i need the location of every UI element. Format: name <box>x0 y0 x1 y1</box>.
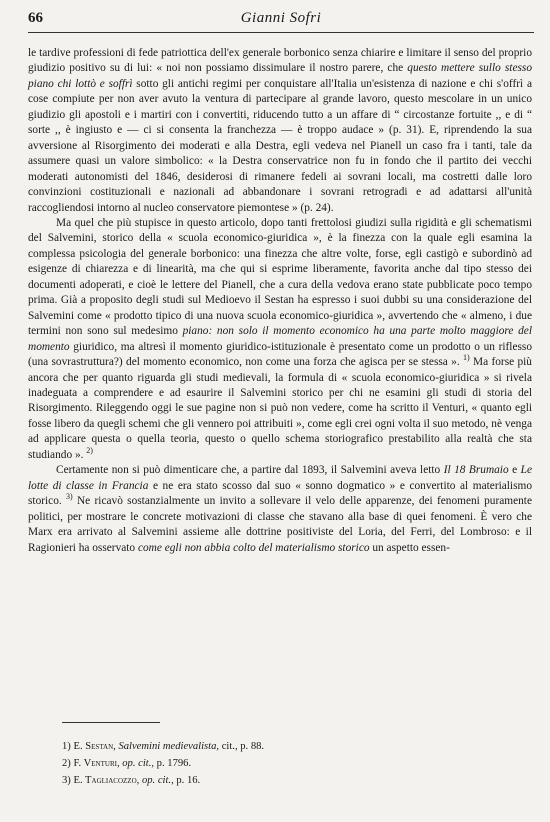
footnote-ref: 1) <box>463 353 470 363</box>
page-header <box>28 8 534 32</box>
footnote-title: op. cit., <box>122 758 155 769</box>
footnote-number: 2) <box>62 758 74 769</box>
text-run: e <box>508 464 521 477</box>
text-run: Certamente non si può dimenticare che, a partire dal 1893, il Salvemini aveva letto <box>56 464 444 477</box>
footnote-page: p. 1796. <box>154 758 192 769</box>
text-run: Ma forse più ancora che per quanto riguarda gli studi medievali, la formula di « scuola economico-giuridica » si rivela inadeguata a comprendere e ad esaurire il Salvemini storico per chi ne esamini gli studi di storia del Risorgimento. Rileggendo oggi le sue pagine non si può non vedere, come ha scritto il Venturi, « quanto egli fosse libero da quegli schemi che gli vennero poi attribuiti », come egli crei ogni volta il suo metodo, nè venga ad applicare questa o quella teoria, questo o quello schema storiografico prestabilito alla realtà che sta studiando ». <box>28 356 532 461</box>
page-number: 66 <box>28 10 43 26</box>
italic-text: piano: non solo il momento economico ha una parte molto maggiore del momento <box>28 325 532 353</box>
text-run: le tardive professioni di fede patriottica dell'ex generale borbonico senza chiarire e limitare il senso del proprio giudizio positivo su di lui: « noi non possiamo dissimulare il nostro parere, che <box>28 47 532 75</box>
footnote-number: 3) <box>62 775 74 786</box>
text-run: Ma quel che più stupisce in questo articolo, dopo tanti frettolosi giudizi sulla rigidità e gli schematismi del Salvemini, storico della « scuola economico-giuridica », è la finezza con la quale egli esamina la complessa psicologia del generale borbonico: una finezza che altre volte, forse, egli castigò e subordinò ad esigenze di chiarezza e di linearità, ma che qui si esprime liberamente, favorita anche dal tipo stesso dei documenti adoperati, e cioè le lettere del Pianell, che a cura della vedova erano state pubblicate poco tempo prima. Già a proposito degli studi sul Medioevo il Sestan ha espresso i suoi dubbi su una considerazione del Salvemini come « prodotto tipico di una nuova scuola economico-giuridica », avvertendo che « almeno, i due termini non sono sul medesimo <box>28 216 532 338</box>
footnote-rule <box>62 722 160 723</box>
main-text <box>28 46 532 556</box>
footnote-number: 1) <box>62 741 74 752</box>
running-title: Gianni Sofri <box>240 10 322 26</box>
footnote-author: E. Sestan, <box>73 741 119 752</box>
text-run: un aspetto essen- <box>369 541 450 554</box>
footnote-title: op. cit., <box>141 775 174 786</box>
text-run: e ne era stato scosso dal suo « sonno dogmatico » e convertito al materialismo storico. <box>28 479 532 508</box>
footnote-page: p. 16. <box>173 775 201 786</box>
footnote <box>62 738 532 755</box>
footnote-ref: 2) <box>86 446 93 455</box>
header-rule <box>28 32 534 33</box>
paragraph <box>28 46 532 216</box>
italic-text: Il 18 Brumaio <box>443 464 509 477</box>
footnotes <box>62 738 532 789</box>
text-run: sotto gli antichi regimi per conquistare all'Italia un'esistenza di nazione e chi s'offrì a cose compiute per non aver avuto la ventura di partecipare al grande lavoro, questo mescolare in un unico giudizio gli apostoli e i martiri con i convertiti, riducendo tutto a un affare di “ circostanze fortuite ,, e di “ sorte ,, è ingiusto e — ci si consenta la franchezza — è troppo audace » (p. 31). E, riprendendo la sua avversione al Risorgimento dei moderati e alla Destra, egli vedeva nel Pianell un caso fra i tanti, tale da assumere quasi un valore simbolico: « la Destra conservatrice non fu in fondo che il partito dei vecchi moderati autonomisti del 1846, desiderosi di rimanere fedeli ai sovrani locali, ma costretti dalle loro convinzioni costituzionali e nazionali ad abbandonare i sovrani retrogradi e ad adattarsi all'unità raccogliendosi intorno al nucleo conservatore piemontese » (p. 24). <box>28 77 532 214</box>
footnote <box>62 755 532 772</box>
paragraph <box>28 463 532 556</box>
footnote-ref: 3) <box>66 492 73 502</box>
text-run: Ne ricavò sostanzialmente un invito a sollevare il velo delle apparenze, dei fenomeni puramente politici, per mostrare le concrete motivazioni di classe che stavano alla base di quei fenomeni. È vero che Marx era arrivato al Salvemini assieme alle dottrine positiviste del Loria, del Ferri, del Lombroso: e il Ragionieri ha osservato <box>28 495 532 554</box>
footnote <box>62 772 532 789</box>
text-run: giuridico, ma altresì il momento giuridico-istituzionale è presentato come un prodotto o un riflesso (una sovrastruttura?) del momento economico, non come una forza che agisca per se stessa ». <box>28 340 532 369</box>
italic-text: questo mettere sullo stesso piano chi lottò e soffrì <box>28 62 532 90</box>
footnote-page: cit., p. 88. <box>219 741 265 752</box>
italic-text: come egli non abbia colto del materialismo storico <box>137 541 370 554</box>
footnote-author: F. Venturi, <box>73 758 123 769</box>
paragraph <box>28 216 532 463</box>
footnote-title: Salvemini medievalista, <box>118 741 220 752</box>
italic-text: Le lotte di classe in Francia <box>28 464 532 492</box>
footnote-author: E. Tagliacozzo, <box>73 775 142 786</box>
